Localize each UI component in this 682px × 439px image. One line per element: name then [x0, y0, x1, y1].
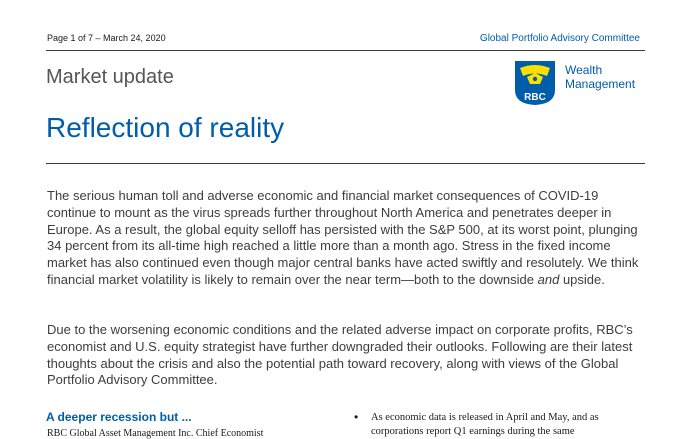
header-divider [46, 50, 645, 51]
subheading-deeper-recession: A deeper recession but ... [46, 410, 192, 424]
page-title: Reflection of reality [46, 112, 285, 143]
intro-text-start: The serious human toll and adverse economic and financial market consequences of COVID-19 continue to mount as the virus spreads further throughout North America and penetrates deeper in Europe. As a result, the global equity selloff has persisted with the S&P 500, at its worst point, plunging 34 percent from its all-time high reached a little more than a month ago. Stress in the fixed income market has also continued even though major central banks have acted swiftly and resolutely. We think financial market volatility is likely to remain over the near term—both to the downside [47, 188, 639, 287]
committee-name: Global Portfolio Advisory Committee [479, 33, 640, 44]
rbc-wealth-management-logo [514, 60, 644, 108]
section-label: Market update [46, 66, 174, 88]
intro-paragraph [47, 188, 639, 289]
bullet-marker: • [354, 410, 359, 424]
page-info: Page 1 of 7 – March 24, 2020 [47, 33, 166, 43]
intro-text-end: upside. [559, 271, 605, 287]
logo-line-2: Management [565, 77, 636, 91]
outlook-paragraph: Due to the worsening economic conditions and the related adverse impact on corporate profits, RBC’s economist and U.S. equity strategist have further downgraded their outlooks. Following are their latest thoughts about the crisis and also the potential path toward recovery, along with views of the Global Portfolio Advisory Committee. [47, 322, 633, 388]
logo-bank-text: RBC [524, 92, 546, 103]
bullet-text: As economic data is released in April and May, and as corporations report Q1 earnings during the same [371, 412, 599, 437]
rbc-shield-icon [514, 60, 556, 106]
intro-emphasis: and [537, 271, 560, 287]
logo-wordmark [565, 63, 635, 91]
title-divider [46, 163, 645, 164]
logo-line-1: Wealth [565, 63, 603, 77]
economist-attribution: RBC Global Asset Management Inc. Chief Economist [47, 428, 264, 439]
